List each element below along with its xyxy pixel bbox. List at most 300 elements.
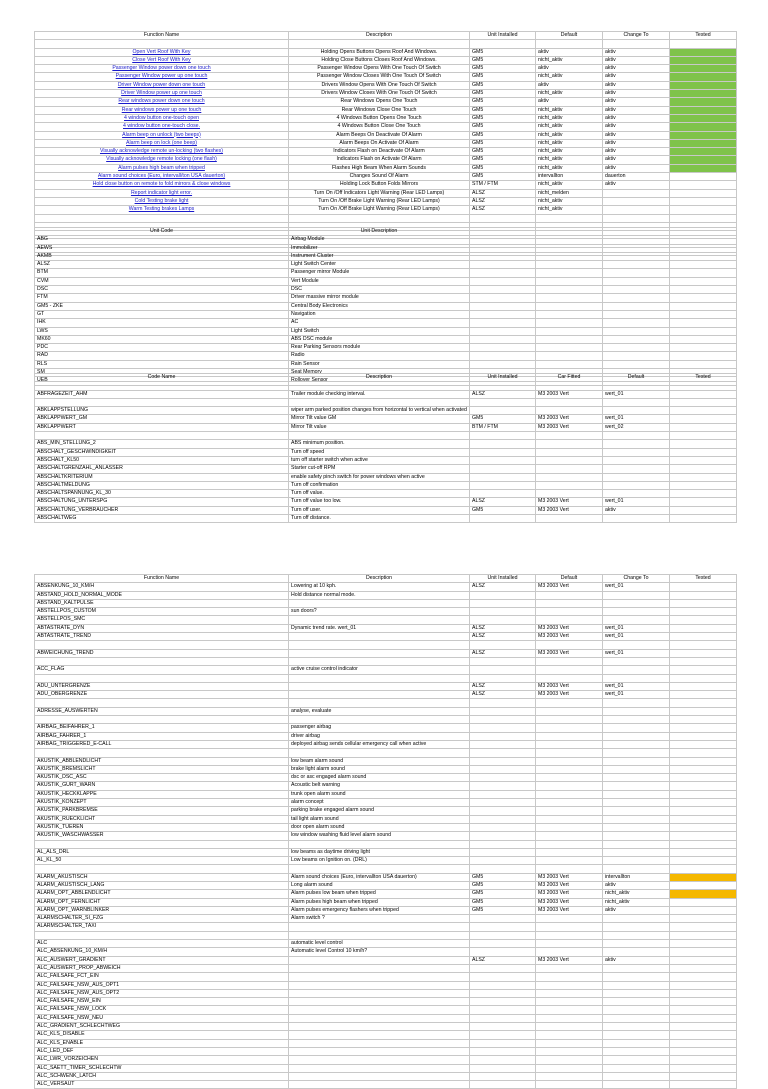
car-fitted-cell <box>536 407 603 415</box>
function-name-cell <box>35 73 289 81</box>
description-cell: Mirror Tilt value GM <box>289 415 470 423</box>
tested-cell <box>670 90 737 98</box>
unit-cell <box>470 840 536 848</box>
change-to-cell: nicht_aktiv <box>603 898 670 906</box>
description-cell: Alarm Beeps On Deactivate Of Alarm <box>289 131 470 139</box>
unit-cell <box>470 989 536 997</box>
table-row <box>35 624 737 632</box>
description-cell: Starter cut-off RPM <box>289 465 470 473</box>
function-name-cell: ALC_VERSAUT <box>35 1081 289 1089</box>
unit-cell <box>470 616 536 624</box>
default-cell: aktiv <box>536 65 603 73</box>
tested-cell <box>670 782 737 790</box>
unit-description-cell: Central Body Electronics <box>289 302 470 310</box>
function-link[interactable]: Driver Window power up one touch <box>121 90 202 97</box>
default-cell <box>536 732 603 740</box>
default-cell: nicht_aktiv <box>536 148 603 156</box>
empty-cell <box>670 286 737 294</box>
unit-cell <box>470 832 536 840</box>
tested-cell <box>670 65 737 73</box>
change-to-cell <box>603 1081 670 1089</box>
default-cell: M3 2003 Vert <box>536 881 603 889</box>
function-name-cell: AKUSTIK_WASCHWASSER <box>35 832 289 840</box>
description-cell: Rear Windows Close One Touch <box>289 106 470 114</box>
unit-cell <box>470 981 536 989</box>
table-row <box>35 890 737 898</box>
empty-cell <box>470 310 536 318</box>
function-link[interactable]: Alarm pulses high beam when tripped <box>118 164 205 171</box>
function-name-cell: ALC_LWR_VORZEICHEN <box>35 1056 289 1064</box>
empty-cell <box>470 302 536 310</box>
table-row <box>35 302 737 310</box>
function-name-cell: ADRESSE_AUSWERTEN <box>35 707 289 715</box>
change-to-cell <box>603 857 670 865</box>
function-name-cell: ALC_ABSENKUNG_10_KM/H <box>35 948 289 956</box>
description-cell: Alarm sound choices (Euro, intervallton USA dauerton) <box>289 873 470 881</box>
function-name-cell: ALC_SAETT_TIMER_SCHLECHTW <box>35 1064 289 1072</box>
change-to-cell: wert_01 <box>603 624 670 632</box>
table-row <box>35 415 737 423</box>
unit-cell <box>470 1014 536 1022</box>
description-cell: low beams as daytime driving light <box>289 848 470 856</box>
description-cell: Lowering at 10 kph. <box>289 583 470 591</box>
function-name-cell: ALC_GRADIENT_SCHLECHTWEG <box>35 1023 289 1031</box>
default-cell <box>536 1039 603 1047</box>
unit-cell <box>470 608 536 616</box>
change-to-cell <box>603 998 670 1006</box>
table-row <box>35 440 737 448</box>
column-header: Change To <box>603 32 670 40</box>
car-fitted-cell <box>536 398 603 406</box>
function-name-cell: ADU_OBERGRENZE <box>35 691 289 699</box>
description-cell: Low beams on Ignition on. (DRL) <box>289 857 470 865</box>
change-to-cell <box>603 1006 670 1014</box>
tested-cell <box>670 415 737 423</box>
tested-cell <box>670 699 737 707</box>
default-cell <box>536 657 603 665</box>
empty-cell <box>470 360 536 368</box>
tested-cell <box>670 840 737 848</box>
description-cell: Alarm pulses high beam when tripped <box>289 898 470 906</box>
unit-cell <box>470 699 536 707</box>
table-row <box>35 1031 737 1039</box>
unit-cell: GM5 <box>470 506 536 514</box>
description-cell: Alarm pulses low beam when tripped <box>289 890 470 898</box>
function-name-cell: ABWEICHUNG_TREND <box>35 649 289 657</box>
table-row <box>35 490 737 498</box>
default-cell <box>536 790 603 798</box>
description-cell: Turn off user. <box>289 506 470 514</box>
tested-cell <box>670 682 737 690</box>
function-link[interactable]: 4 window button one-touch close. <box>123 123 200 130</box>
description-cell: Alarm switch ? <box>289 915 470 923</box>
description-cell: Hold distance normal mode. <box>289 591 470 599</box>
default-cell <box>536 765 603 773</box>
function-name-cell: AIRBAG_TRIGGERED_E-CALL <box>35 740 289 748</box>
default-cell <box>603 490 670 498</box>
tested-cell <box>670 774 737 782</box>
tested-cell <box>670 432 737 440</box>
description-cell: low beam alarm sound <box>289 757 470 765</box>
function-link[interactable]: Alarm beep on unlock (two beeps) <box>122 131 201 138</box>
change-to-cell <box>603 1072 670 1080</box>
table-row <box>35 1047 737 1055</box>
function-name-cell <box>35 48 289 56</box>
description-cell <box>289 1031 470 1039</box>
table-row <box>35 583 737 591</box>
change-to-cell <box>603 782 670 790</box>
default-cell <box>536 740 603 748</box>
tested-cell <box>670 139 737 147</box>
unit-cell <box>470 865 536 873</box>
unit-description-cell: Immobilizer <box>289 244 470 252</box>
change-to-cell <box>603 616 670 624</box>
change-to-cell <box>603 732 670 740</box>
unit-code-cell: DSC <box>35 286 289 294</box>
table-row <box>35 131 737 139</box>
column-header <box>536 228 603 236</box>
change-to-cell <box>603 757 670 765</box>
table-row <box>35 197 737 205</box>
change-to-cell <box>603 765 670 773</box>
tested-cell <box>670 390 737 398</box>
default-cell <box>536 699 603 707</box>
description-cell: 4 Windows Button Opens One Touch <box>289 114 470 122</box>
empty-cell <box>470 236 536 244</box>
function-name-cell <box>35 148 289 156</box>
code-name-cell <box>35 398 289 406</box>
tested-cell <box>670 657 737 665</box>
table-header-row <box>35 374 737 382</box>
empty-cell <box>35 40 289 48</box>
function-name-cell: AKUSTIK_DSC_ASC <box>35 774 289 782</box>
change-to-cell: nicht_aktiv <box>603 890 670 898</box>
change-to-cell: aktiv <box>603 98 670 106</box>
function-name-cell: AL_KL_50 <box>35 857 289 865</box>
tested-cell <box>670 181 737 189</box>
unit-cell <box>470 1081 536 1089</box>
table-row <box>35 398 737 406</box>
empty-cell <box>470 319 536 327</box>
default-cell <box>536 1014 603 1022</box>
description-cell: wiper arm parked position changes from horizontal to vertical when activated <box>289 407 470 415</box>
description-cell: parking brake engaged alarm sound <box>289 807 470 815</box>
default-cell: aktiv <box>536 98 603 106</box>
unit-cell <box>470 591 536 599</box>
unit-cell <box>470 998 536 1006</box>
table-row <box>35 423 737 431</box>
function-name-cell: ALC_FAILSAFE_FCT_EIN <box>35 973 289 981</box>
description-cell: Holding Opens Buttons Opens Roof And Windows. <box>289 48 470 56</box>
description-cell: Flashes High Beam When Alarm Sounds <box>289 164 470 172</box>
table-row <box>35 189 737 197</box>
change-to-cell: aktiv <box>603 131 670 139</box>
column-header: Default <box>536 32 603 40</box>
function-link[interactable]: Open Vert Roof With Key <box>132 48 191 55</box>
change-to-cell <box>603 707 670 715</box>
change-to-cell <box>603 807 670 815</box>
function-link[interactable]: Rear windows power down one touch <box>118 98 205 105</box>
default-cell <box>603 481 670 489</box>
unit-cell: ALSZ <box>470 624 536 632</box>
table-row <box>35 1006 737 1014</box>
description-cell <box>289 1006 470 1014</box>
empty-cell <box>603 302 670 310</box>
unit-cell: GM5 <box>470 131 536 139</box>
tested-cell <box>670 923 737 931</box>
function-name-cell: ALC_KLS_DISABLE <box>35 1031 289 1039</box>
table-row <box>35 360 737 368</box>
description-cell: door open alarm sound <box>289 823 470 831</box>
tested-cell <box>670 740 737 748</box>
unit-cell: GM5 <box>470 90 536 98</box>
function-name-cell: ALC_AUSWERT_PROP_ABWEICH <box>35 964 289 972</box>
tested-cell <box>670 707 737 715</box>
unit-cell: GM5 <box>470 139 536 147</box>
table-row <box>35 848 737 856</box>
tested-cell <box>670 197 737 205</box>
table-row <box>35 707 737 715</box>
tested-cell <box>670 624 737 632</box>
unit-description-cell: Rollover Sensor <box>289 377 470 385</box>
empty-cell <box>536 286 603 294</box>
function-link[interactable]: Hold close button on remote to fold mirrors & close windows <box>92 181 231 188</box>
unit-cell <box>470 765 536 773</box>
unit-cell: ALSZ <box>470 691 536 699</box>
table-row <box>35 898 737 906</box>
table-row <box>35 740 737 748</box>
table-row <box>35 633 737 641</box>
column-header: Tested <box>670 575 737 583</box>
default-cell: M3 2003 Vert <box>536 583 603 591</box>
empty-cell <box>603 360 670 368</box>
description-cell <box>289 956 470 964</box>
default-cell: aktiv <box>536 48 603 56</box>
function-link[interactable]: Passenger Window power down one touch <box>112 65 211 72</box>
unit-code-cell: AKMB <box>35 252 289 260</box>
change-to-cell: aktiv <box>603 48 670 56</box>
table-row <box>35 261 737 269</box>
unit-codes-table <box>34 227 737 386</box>
code-name-cell: ABFRAGEZEIT_AHM <box>35 390 289 398</box>
change-to-cell <box>603 197 670 205</box>
table-row <box>35 691 737 699</box>
empty-cell <box>536 244 603 252</box>
function-link[interactable]: Report indicator light error. <box>130 189 193 196</box>
code-name-cell: ABSCHALT_KL50 <box>35 456 289 464</box>
unit-cell <box>470 599 536 607</box>
table-row <box>35 252 737 260</box>
unit-cell <box>470 407 536 415</box>
function-link[interactable]: Driver Window power down one touch <box>117 81 206 88</box>
empty-cell <box>603 261 670 269</box>
column-header: Unit Installed <box>470 575 536 583</box>
description-cell: brake light alarm sound <box>289 765 470 773</box>
table-row <box>35 407 737 415</box>
table-row <box>35 823 737 831</box>
unit-cell <box>470 948 536 956</box>
function-name-cell: ABTASTRATE_DYN <box>35 624 289 632</box>
default-cell: M3 2003 Vert <box>536 956 603 964</box>
unit-cell <box>470 940 536 948</box>
function-name-cell <box>35 139 289 147</box>
empty-cell <box>670 335 737 343</box>
code-name-cell: ABSCHALTGRENZAHL_ANLASSER <box>35 465 289 473</box>
tested-cell <box>670 890 737 898</box>
unit-code-cell: RAD <box>35 352 289 360</box>
default-cell <box>536 757 603 765</box>
change-to-cell: aktiv <box>603 148 670 156</box>
default-cell: M3 2003 Vert <box>536 906 603 914</box>
tested-cell <box>670 815 737 823</box>
function-name-cell: ALARM_OPT_WARNBLINKER <box>35 906 289 914</box>
table-row <box>35 465 737 473</box>
description-cell <box>289 840 470 848</box>
default-cell <box>603 515 670 523</box>
unit-code-cell: RLS <box>35 360 289 368</box>
empty-cell <box>603 214 670 222</box>
tested-cell <box>670 998 737 1006</box>
function-name-cell <box>35 749 289 757</box>
table-row <box>35 749 737 757</box>
empty-cell <box>603 327 670 335</box>
tested-cell <box>670 473 737 481</box>
change-to-cell: aktiv <box>603 81 670 89</box>
table-row <box>35 857 737 865</box>
unit-cell <box>470 931 536 939</box>
default-cell <box>536 1006 603 1014</box>
description-cell: Drivers Window Closes With One Touch Of Switch <box>289 90 470 98</box>
empty-cell <box>670 352 737 360</box>
unit-cell <box>470 666 536 674</box>
function-link[interactable]: Warm Testing brakes Lamps <box>128 206 195 213</box>
unit-cell <box>470 964 536 972</box>
change-to-cell: intervallton <box>603 873 670 881</box>
unit-cell: GM5 <box>470 98 536 106</box>
function-link[interactable]: Visually acknowledge remote locking (one flash) <box>106 156 217 163</box>
car-fitted-cell <box>536 448 603 456</box>
empty-cell <box>670 294 737 302</box>
function-name-cell <box>35 156 289 164</box>
function-link[interactable]: Alarm sound choices (Euro, intervall/ton USA dauerton) <box>97 173 226 180</box>
unit-cell <box>470 481 536 489</box>
default-cell: wert_01 <box>603 390 670 398</box>
unit-cell <box>470 448 536 456</box>
table-row <box>35 1014 737 1022</box>
function-name-cell: ALARM_OPT_ABBLENDLICHT <box>35 890 289 898</box>
unit-cell: GM5 <box>470 906 536 914</box>
code-name-cell <box>35 432 289 440</box>
default-cell <box>536 724 603 732</box>
unit-cell: ALSZ <box>470 390 536 398</box>
function-link[interactable]: Rear windows power up one touch <box>121 106 202 113</box>
empty-cell <box>670 40 737 48</box>
default-cell <box>536 716 603 724</box>
empty-cell <box>470 277 536 285</box>
table-row <box>35 65 737 73</box>
function-link[interactable]: Visually acknowledge remote un-locking (two flashes) <box>99 148 224 155</box>
empty-cell <box>603 252 670 260</box>
function-name-cell: ALC <box>35 940 289 948</box>
unit-code-cell: GT <box>35 310 289 318</box>
empty-cell <box>536 302 603 310</box>
car-fitted-cell: M3 2003 Vert <box>536 506 603 514</box>
tested-cell <box>670 114 737 122</box>
function-link[interactable]: Alarm beep on lock (one beep) <box>126 139 197 146</box>
function-link[interactable]: Close Vert Roof With Key <box>132 56 191 63</box>
tested-cell <box>670 716 737 724</box>
table-row <box>35 1072 737 1080</box>
change-to-cell: aktiv <box>603 114 670 122</box>
default-cell <box>536 981 603 989</box>
empty-cell <box>470 261 536 269</box>
empty-row <box>35 214 737 222</box>
default-cell <box>603 407 670 415</box>
change-to-cell <box>603 790 670 798</box>
empty-cell <box>470 335 536 343</box>
description-cell <box>289 641 470 649</box>
default-cell <box>536 599 603 607</box>
change-to-cell <box>603 915 670 923</box>
function-link[interactable]: 4 window button one-touch open <box>124 114 199 121</box>
empty-cell <box>536 236 603 244</box>
change-to-cell <box>603 981 670 989</box>
description-cell: deployed airbag sends cellular emergency call when active <box>289 740 470 748</box>
code-name-cell: ABSCHALTMELDUNG <box>35 481 289 489</box>
empty-cell <box>603 269 670 277</box>
function-link[interactable]: Cold Testing brake light <box>134 197 189 204</box>
unit-description-cell: Instrument Cluster <box>289 252 470 260</box>
unit-cell: BTM / FTM <box>470 423 536 431</box>
table-row <box>35 616 737 624</box>
unit-description-cell: Rain Sensor <box>289 360 470 368</box>
tested-cell <box>670 56 737 64</box>
unit-cell <box>470 1006 536 1014</box>
unit-code-cell: BTM <box>35 269 289 277</box>
unit-cell <box>470 456 536 464</box>
default-cell <box>536 840 603 848</box>
default-cell <box>536 749 603 757</box>
description-cell <box>289 973 470 981</box>
description-cell: trunk open alarm sound <box>289 790 470 798</box>
unit-cell <box>470 674 536 682</box>
change-to-cell <box>603 641 670 649</box>
description-cell: Alarm Beeps On Activate Of Alarm <box>289 139 470 147</box>
change-to-cell: aktiv <box>603 90 670 98</box>
unit-cell <box>470 724 536 732</box>
unit-code-cell: ABG <box>35 236 289 244</box>
tested-cell <box>670 666 737 674</box>
empty-cell <box>289 40 470 48</box>
function-link[interactable]: Passenger Window power up one touch <box>115 73 208 80</box>
description-cell: driver airbag <box>289 732 470 740</box>
function-name-cell <box>35 90 289 98</box>
function-name-cell <box>35 181 289 189</box>
table-row <box>35 114 737 122</box>
change-to-cell <box>603 674 670 682</box>
description-cell: Turn off value. <box>289 490 470 498</box>
unit-cell <box>470 732 536 740</box>
tested-cell <box>670 1064 737 1072</box>
column-header: Default <box>536 575 603 583</box>
change-to-cell <box>603 973 670 981</box>
description-cell <box>289 398 470 406</box>
table-row <box>35 352 737 360</box>
function-name-cell: AIRBAG_BEIFAHRER_1 <box>35 724 289 732</box>
empty-cell <box>670 214 737 222</box>
change-to-cell <box>603 1047 670 1055</box>
empty-cell <box>603 310 670 318</box>
